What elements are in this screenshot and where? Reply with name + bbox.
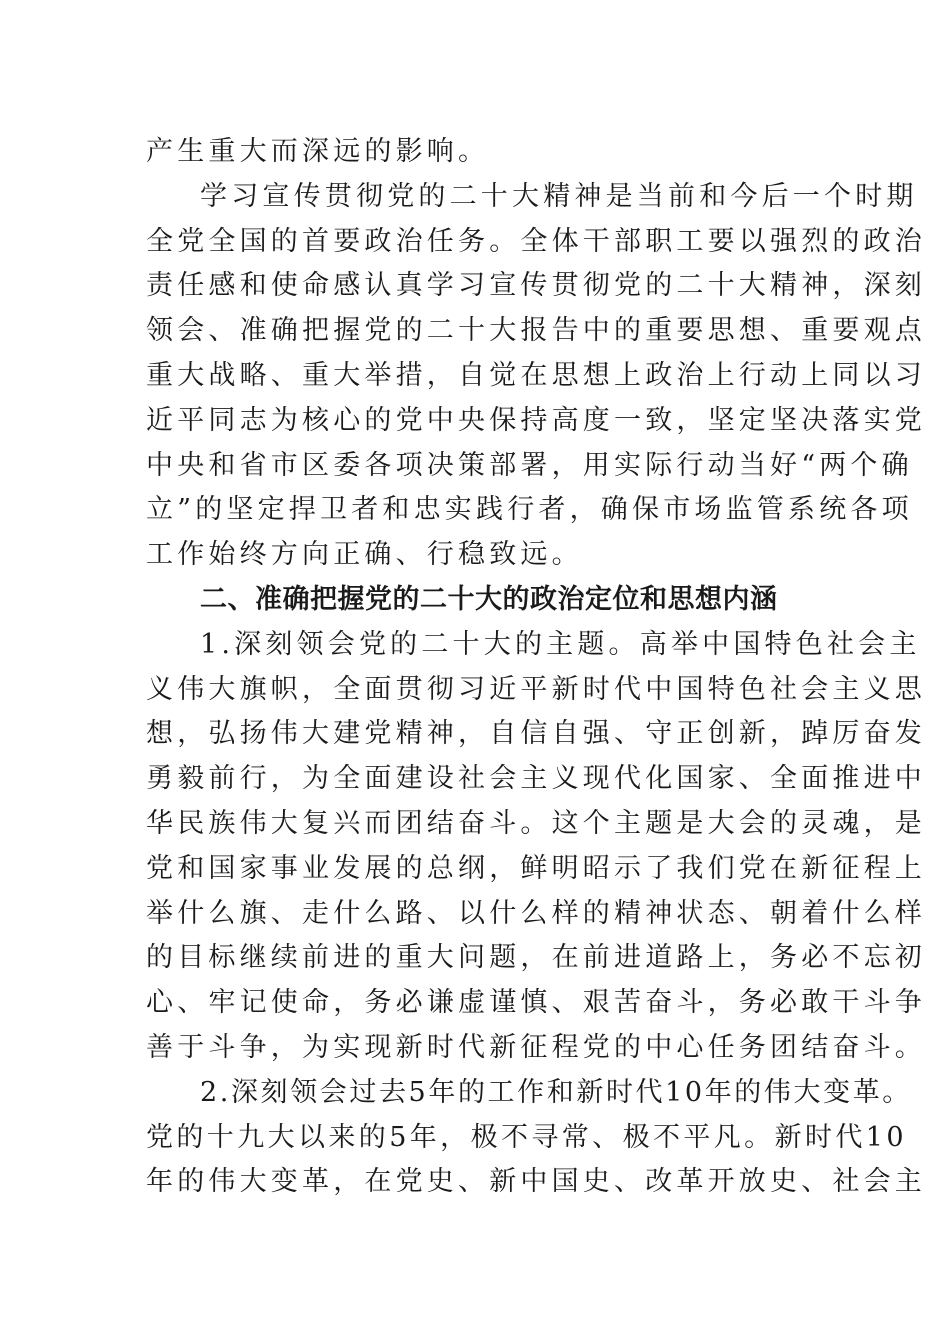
text-line: 重大战略、重大举措，自觉在思想上政治上行动上同以习 xyxy=(146,360,926,391)
text-line: 领会、准确把握党的二十大报告中的重要思想、重要观点 xyxy=(146,315,926,346)
text-line: 想，弘扬伟大建党精神，自信自强、守正创新，踔厉奋发 xyxy=(146,718,926,749)
text-line: 华民族伟大复兴而团结奋斗。这个主题是大会的灵魂，是 xyxy=(146,808,926,839)
section-heading: 二、准确把握党的二十大的政治定位和思想内涵 xyxy=(200,584,778,615)
text-line: 近平同志为核心的党中央保持高度一致，坚定坚决落实党 xyxy=(146,405,926,436)
text-line: 心、牢记使命，务必谦虚谨慎、艰苦奋斗，务必敢干斗争 xyxy=(146,987,926,1018)
text-line: 党的十九大以来的5年，极不寻常、极不平凡。新时代10 xyxy=(146,1122,907,1153)
text-line: 全党全国的首要政治任务。全体干部职工要以强烈的政治 xyxy=(146,226,926,257)
text-line: 党和国家事业发展的总纲，鲜明昭示了我们党在新征程上 xyxy=(146,853,926,884)
text-line: 善于斗争，为实现新时代新征程党的中心任务团结奋斗。 xyxy=(146,1032,926,1063)
text-line: 的目标继续前进的重大问题，在前进道路上，务必不忘初 xyxy=(146,942,926,973)
text-line: 中央和省市区委各项决策部署，用实际行动当好“两个确 xyxy=(146,450,913,481)
paragraph-start-line: 1.深刻领会党的二十大的主题。高举中国特色社会主 xyxy=(200,629,921,660)
text-line: 责任感和使命感认真学习宣传贯彻党的二十大精神，深刻 xyxy=(146,270,926,301)
text-line: 年的伟大变革，在党史、新中国史、改革开放史、社会主 xyxy=(146,1166,926,1197)
text-line: 勇毅前行，为全面建设社会主义现代化国家、全面推进中 xyxy=(146,763,926,794)
text-line: 产生重大而深远的影响。 xyxy=(146,136,490,167)
paragraph-start-line: 学习宣传贯彻党的二十大精神是当前和今后一个时期 xyxy=(200,181,918,212)
text-line: 义伟大旗帜，全面贯彻习近平新时代中国特色社会主义思 xyxy=(146,674,926,705)
text-line: 举什么旗、走什么路、以什么样的精神状态、朝着什么样 xyxy=(146,898,926,929)
text-line: 工作始终方向正确、行稳致远。 xyxy=(146,539,583,570)
text-line: 立”的坚定捍卫者和忠实践行者，确保市场监管系统各项 xyxy=(146,494,913,525)
paragraph-start-line: 2.深刻领会过去5年的工作和新时代10年的伟大变革。 xyxy=(200,1077,912,1108)
